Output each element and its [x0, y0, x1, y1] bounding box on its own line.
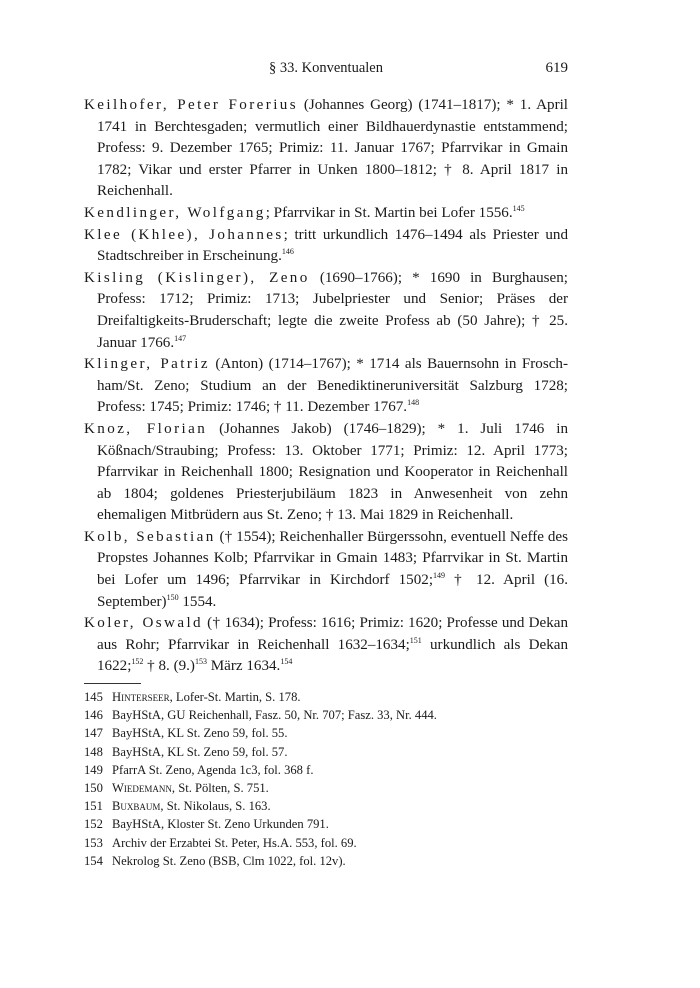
footnote-text: BayHStA, KL St. Zeno 59, fol. 55. — [112, 726, 288, 741]
entry-name: Keilhofer, Peter Forerius — [84, 97, 299, 113]
entry-text: ; Pfarrvikar in St. Martin bei Lofer 1556. — [265, 204, 513, 221]
biography-entry — [84, 527, 568, 613]
footnote — [84, 761, 568, 779]
biography-entries — [84, 95, 568, 678]
entry-text: urkundlich als Dekan 1622; — [97, 636, 568, 675]
entry-name: Klee (Khlee), Johannes — [84, 226, 284, 243]
entry-text: † 12. April (16. September) — [97, 572, 568, 610]
biography-entry — [84, 203, 568, 225]
footnote-number: 150 — [84, 781, 103, 796]
entry-text: 1554. — [178, 593, 217, 610]
entry-text: (Johannes Jakob) (1746–1829); * 1. Juli 1746 in Kößnach/Straubing; Profess: 13. Oktober 1771; Primiz: 12. April 1773; Pfarrvikar in Reichenhall 1800; Resignation und Kooperator in Reichenhall ab 1804; goldenes Priesterjubiläum 1823 in Anwesenheit von zehn ehemaligen Mitbrüdern aus St. Zeno; † 13. Mai 1829 in Reichenhall. — [97, 420, 568, 524]
footnote-ref[interactable]: 149 — [433, 571, 446, 581]
footnote-number: 148 — [84, 744, 103, 759]
entry-name: Klinger, Patriz — [84, 356, 210, 373]
entry-text: März 1634. — [206, 658, 281, 675]
footnote — [84, 797, 568, 815]
footnote-ref[interactable]: 151 — [409, 635, 422, 645]
footnote-number: 152 — [84, 817, 103, 832]
footnote-number: 146 — [84, 708, 103, 723]
footnote-ref[interactable]: 146 — [281, 247, 294, 257]
footnote-text: , St. Pölten, S. 751. — [171, 781, 269, 796]
footnote — [84, 724, 568, 742]
running-title: § 33. Konventualen — [269, 60, 383, 76]
biography-entry — [84, 268, 568, 354]
footnote — [84, 688, 568, 706]
entry-text: († 1554); Reichenhaller Bürgerssohn, eventuell Neffe des Propstes Johannes Kolb; Pfarrvikar in Gmain 1483; Pfarrvikar in St. Martin bei Lofer um 1496; Pfarrvikar in Kirchdorf 1502; — [97, 528, 568, 589]
footnote-number: 147 — [84, 726, 103, 741]
biography-entry — [84, 95, 568, 203]
footnote-ref[interactable]: 148 — [407, 398, 420, 408]
entry-name: Kisling (Kislinger), Zeno — [84, 269, 310, 286]
footnote-text: PfarrA St. Zeno, Agenda 1c3, fol. 368 f. — [112, 762, 314, 777]
entry-name: Kolb, Sebastian — [84, 528, 216, 545]
footnote-text: Archiv der Erzabtei St. Peter, Hs.A. 553, fol. 69. — [112, 835, 357, 850]
footnote — [84, 706, 568, 724]
footnotes — [84, 688, 568, 870]
footnote-text: , Lofer-St. Martin, S. 178. — [169, 690, 301, 704]
footnote-ref[interactable]: 150 — [166, 592, 179, 602]
footnote-text: Nekrolog St. Zeno (BSB, Clm 1022, fol. 12v). — [112, 853, 346, 868]
footnote-separator — [84, 683, 141, 684]
entry-text: (Anton) (1714–1767); * 1714 als Bauernsohn in Frosch-ham/St. Zeno; Studium an der Benediktineruniversität Salzburg 1728; Profess: 1745; Primiz: 1746; † 11. Dezember 1767. — [97, 356, 568, 416]
footnote-ref[interactable]: 153 — [194, 657, 207, 667]
footnote-text: BayHStA, Kloster St. Zeno Urkunden 791. — [112, 817, 329, 832]
entry-text: (1690–1766); * 1690 in Burghausen; Profess: 1712; Primiz: 1713; Jubelpriester und Senior; Präses der Dreifaltigkeits-Bruderschaft; legte die zweite Profess ab (50 Jahre); † 25. Januar 1766. — [97, 269, 568, 351]
footnote-text: , St. Nikolaus, S. 163. — [160, 799, 271, 814]
footnote-text: BayHStA, KL St. Zeno 59, fol. 57. — [112, 744, 288, 759]
footnote — [84, 834, 568, 852]
entry-text: († 1634); Profess: 1616; Primiz: 1620; Professe und Dekan aus Rohr; Pfarrvikar in Reichenhall 1632–1634; — [97, 615, 569, 653]
footnote-ref[interactable]: 154 — [280, 657, 293, 667]
footnote — [84, 743, 568, 761]
footnote-ref[interactable]: 147 — [174, 333, 187, 343]
entry-text: (Johannes Georg) (1741–1817); * 1. April 1741 in Berchtesgaden; vermutlich einer Bildhauerdynastie entstammend; Profess: 9. Dezember 1765; Primiz: 11. Januar 1767; Pfarrvikar in Gmain 1782; Vikar und erster Pfarrer in Unken 1800–1812; † 8. April 1817 in Reichenhall. — [97, 97, 568, 200]
biography-entry — [84, 419, 568, 527]
footnote-text: BayHStA, GU Reichenhall, Fasz. 50, Nr. 707; Fasz. 33, Nr. 444. — [112, 708, 437, 723]
entry-text: † 8. (9.) — [143, 658, 195, 675]
biography-entry — [84, 613, 568, 678]
page-number: 619 — [545, 60, 568, 76]
footnote-number: 149 — [84, 762, 103, 777]
footnote-author: Hinterseer — [112, 690, 170, 704]
footnote-number: 145 — [84, 690, 103, 704]
footnote — [84, 779, 568, 797]
footnote-ref[interactable]: 145 — [512, 203, 525, 213]
entry-name: Knoz, Florian — [84, 420, 208, 437]
footnote-number: 153 — [84, 835, 103, 850]
footnote-number: 151 — [84, 799, 103, 814]
footnote-number: 154 — [84, 853, 103, 868]
footnote — [84, 852, 568, 870]
footnote-author: Wiedemann — [112, 781, 172, 796]
biography-entry — [84, 225, 568, 268]
entry-name: Kendlinger, Wolfgang — [84, 204, 266, 221]
footnote — [84, 815, 568, 833]
running-header — [84, 60, 568, 82]
entry-name: Koler, Oswald — [84, 615, 203, 632]
entry-text: ; tritt urkundlich 1476–1494 als Priester und Stadtschreiber in Erscheinung. — [97, 226, 568, 265]
footnote-author: Buxbaum — [112, 799, 161, 814]
biography-entry — [84, 354, 568, 419]
footnote-ref[interactable]: 152 — [131, 657, 144, 667]
